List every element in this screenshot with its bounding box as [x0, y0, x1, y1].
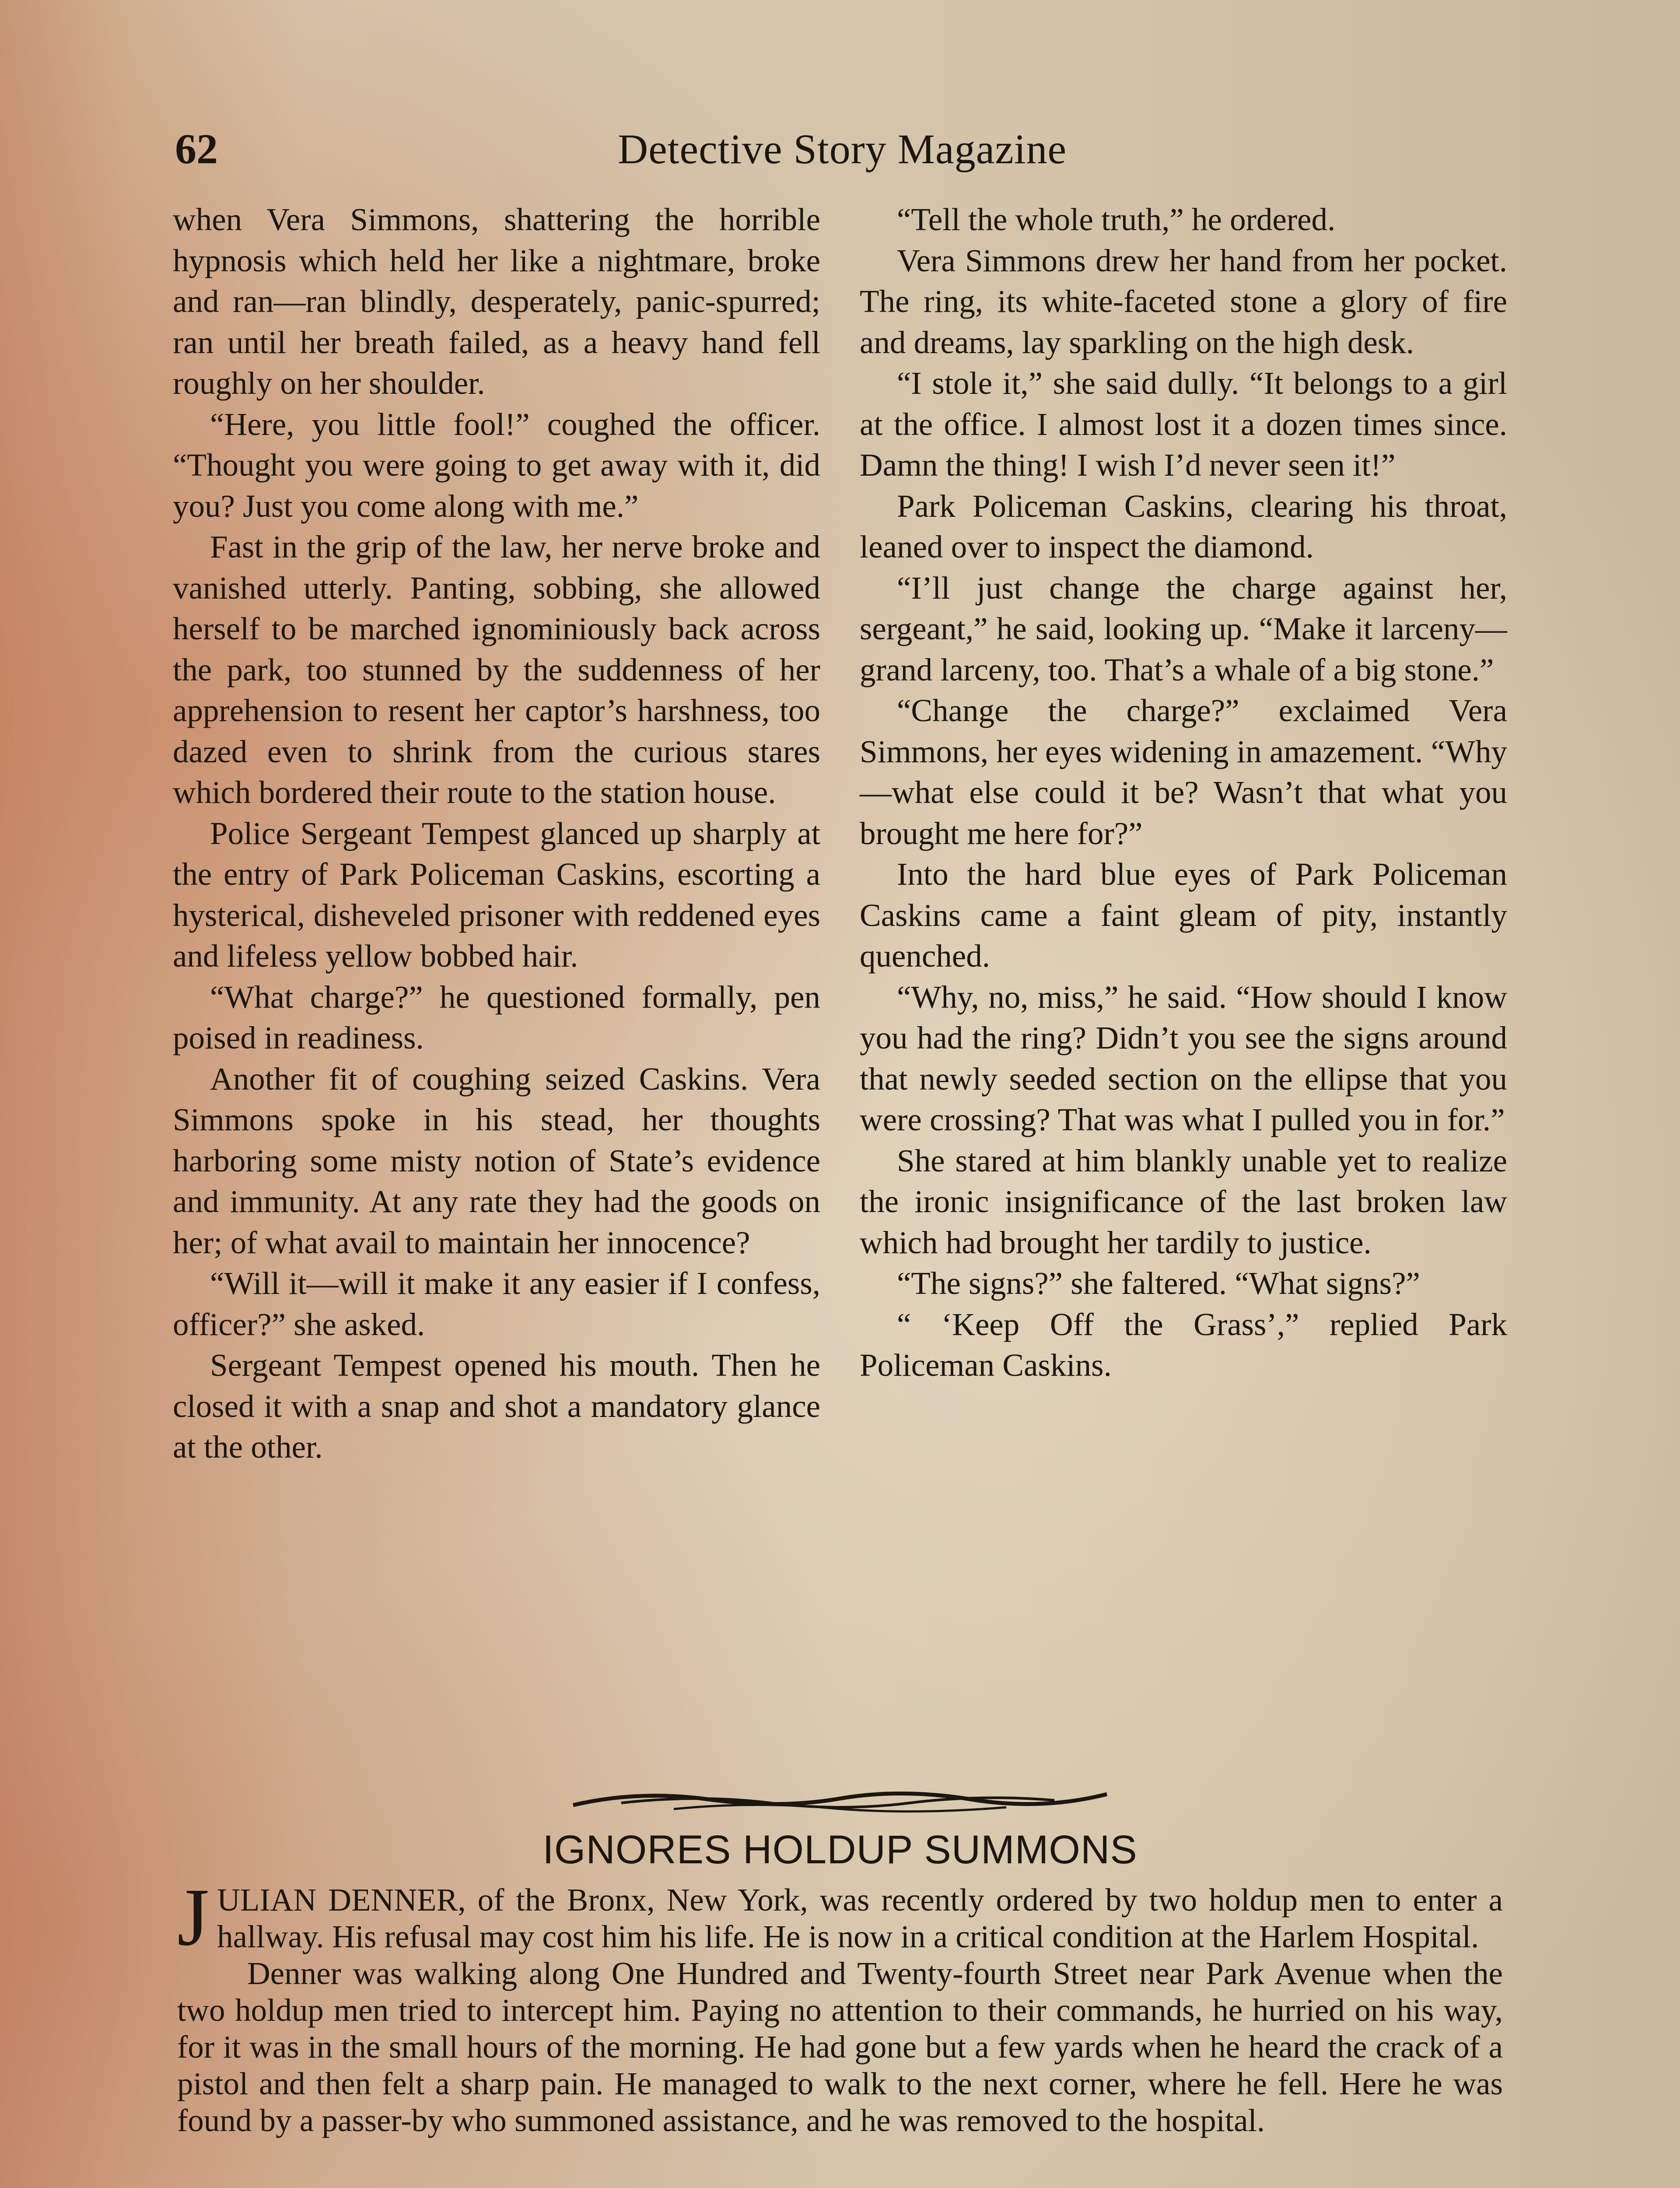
left-paragraph: when Vera Simmons, shattering the horrible hypnosis which held her like a nightmare, broke and ran—ran blindly, desperately, panic-spurred; ran until her breath failed, as a heavy hand fell roughly on her shoulder. [173, 202, 820, 401]
right-paragraph: “I stole it,” she said dully. “It belongs to a girl at the office. I almost lost it a dozen times since. Damn the thing! I wish I’d never seen it!” [860, 365, 1507, 483]
right-paragraph: “Change the charge?” exclaimed Vera Simmons, her eyes widening in amazement. “Why—what else could it be? Wasn’t that what you brought me here for?” [860, 693, 1507, 851]
page-number: 62 [175, 126, 218, 173]
article-title: IGNORES HOLDUP SUMMONS [542, 1827, 1138, 1872]
left-paragraph: “What charge?” he questioned formally, pen poised in readiness. [173, 979, 820, 1055]
article-paragraph: Denner was walking along One Hundred and Twenty-fourth Street near Park Avenue when the two holdup men tried to intercept him. Paying no attention to their commands, he hurried on his way, for it was in the small hours of the morning. He had gone but a few yards when he heard the crack of a pistol and then felt a sharp pain. He managed to walk to the next corner, where he fell. Here he was found by a passer-by who summoned assistance, and he was removed to the hospital. [177, 1956, 1503, 2138]
drop-cap: J [177, 1871, 210, 1963]
right-paragraph: “ ‘Keep Off the Grass’,” replied Park Policeman Caskins. [860, 1306, 1507, 1383]
page-header [175, 125, 1509, 177]
right-paragraph: She stared at him blankly unable yet to realize the ironic insignificance of the last broken law which had brought her tardily to justice. [860, 1143, 1507, 1260]
right-paragraph: “The signs?” she faltered. “What signs?” [897, 1266, 1420, 1301]
right-paragraph: “Tell the whole truth,” he ordered. [897, 202, 1336, 237]
left-paragraph: “Here, you little fool!” coughed the officer. “Thought you were going to get away with it, did you? Just you come along with me.” [173, 406, 820, 524]
left-paragraph: Another fit of coughing seized Caskins. Vera Simmons spoke in his stead, her thoughts harboring some misty notion of State’s evidence and immunity. At any rate they had the goods on her; of what avail to maintain her innocence? [173, 1061, 820, 1260]
left-paragraph: “Will it—will it make it any easier if I confess, officer?” she asked. [173, 1266, 820, 1342]
article-body [177, 1871, 1503, 2139]
right-paragraph: “Why, no, miss,” he said. “How should I know you had the ring? Didn’t you see the signs around that newly seeded section on the ellipse that you were crossing? That was what I pulled you in for.” [860, 979, 1507, 1137]
right-column [860, 199, 1507, 1386]
article-paragraph [177, 1871, 1503, 1963]
running-title: Detective Story Magazine [617, 126, 1067, 172]
left-paragraph: Police Sergeant Tempest glanced up sharply at the entry of Park Policeman Caskins, escorting a hysterical, disheveled prisoner with reddened eyes and lifeless yellow bobbed hair. [173, 815, 820, 974]
article-first-paragraph-text: ULIAN DENNER, of the Bronx, New York, was recently ordered by two holdup men to enter a hallway. His refusal may cost him his life. He is now in a critical condition at the Harlem Hospital. [217, 1882, 1503, 1954]
right-paragraph: Park Policeman Caskins, clearing his throat, leaned over to inspect the diamond. [860, 488, 1507, 565]
wave-divider-ornament [569, 1781, 1111, 1820]
right-paragraph: “I’ll just change the charge against her, sergeant,” he said, looking up. “Make it larceny—grand larceny, too. That’s a whale of a big stone.” [860, 570, 1507, 687]
right-paragraph: Into the hard blue eyes of Park Policeman Caskins came a faint gleam of pity, instantly quenched. [860, 856, 1507, 974]
right-paragraph: Vera Simmons drew her hand from her pocket. The ring, its white-faceted stone a glory of fire and dreams, lay sparkling on the high desk. [860, 242, 1507, 360]
left-paragraph: Sergeant Tempest opened his mouth. Then he closed it with a snap and shot a mandatory glance at the other. [173, 1347, 820, 1465]
left-paragraph: Fast in the grip of the law, her nerve broke and vanished utterly. Panting, sobbing, she allowed herself to be marched ignominiously back across the park, too stunned by the suddenness of her apprehension to resent her captor’s harshness, too dazed even to shrink from the curious stares which bordered their route to the station house. [173, 529, 820, 810]
left-column [173, 199, 820, 1468]
